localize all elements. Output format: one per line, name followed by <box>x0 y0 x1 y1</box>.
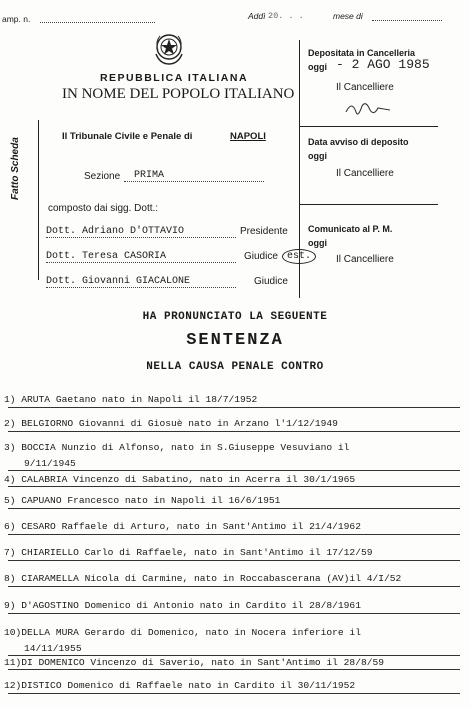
composed-label: composto dai sigg. Dott.: <box>48 203 159 214</box>
judge-name-3: Dott. Giovanni GIACALONE <box>46 276 191 287</box>
registry-number-line <box>40 22 155 23</box>
sentence-heading: SENTENZA <box>186 331 284 350</box>
notice-title: Data avviso di deposito <box>308 137 409 147</box>
judge-line-2 <box>46 262 236 263</box>
defendant-line: 6) CESARO Raffaele di Arturo, nato in Sant'Antimo il 21/4/1962 <box>4 521 361 532</box>
judge-line-1 <box>46 237 236 238</box>
defendant-underline <box>8 613 460 614</box>
month-label: mese di <box>333 11 363 21</box>
defendant-line: 9/11/1945 <box>24 458 76 469</box>
margin-note: Fatto Scheda <box>10 137 21 200</box>
defendant-line: 7) CHIARIELLO Carlo di Raffaele, nato in Sant'Antimo il 17/12/59 <box>4 547 373 558</box>
tribunal-city: NAPOLI <box>230 131 266 142</box>
cause-heading: NELLA CAUSA PENALE CONTRO <box>146 361 324 373</box>
judge-role-1: Presidente <box>240 226 288 237</box>
defendant-line: 12)DISTICO Domenico di Raffaele nato in Cardito il 30/11/1952 <box>4 680 356 691</box>
tribunal-label: Il Tribunale Civile e Penale di <box>62 131 193 142</box>
defendant-underline <box>8 431 460 432</box>
defendant-line: 14/11/1955 <box>24 643 82 654</box>
defendant-underline <box>8 508 460 509</box>
judge-line-3 <box>46 287 236 288</box>
defendant-line: 9) D'AGOSTINO Domenico di Antonio nato in Cardito il 28/8/1961 <box>4 600 361 611</box>
judge-role-3: Giudice <box>254 276 288 287</box>
deposit-date-stamp: - 2 AGO 1985 <box>336 57 430 72</box>
defendant-line: 4) CALABRIA Vincenzo di Sabatino, nato in Acerra il 30/1/1965 <box>4 474 356 485</box>
left-margin-rule <box>38 120 39 280</box>
defendant-line: 5) CAPUANO Francesco nato in Napoli il 16/6/1951 <box>4 495 281 506</box>
pm-clerk-label: Il Cancelliere <box>336 254 394 265</box>
defendant-underline <box>8 586 460 587</box>
deposit-clerk-label: Il Cancelliere <box>336 82 394 93</box>
defendant-line: 10)DELLA MURA Gerardo di Domenico, nato in Nocera inferiore il <box>4 627 361 638</box>
deposit-title: Depositata in Cancelleria <box>308 48 416 58</box>
italian-republic-emblem-icon <box>152 30 186 66</box>
judge-name-2: Dott. Teresa CASORIA <box>46 251 167 262</box>
notice-today-label: oggi <box>308 151 327 161</box>
date-day: 20. . . <box>268 11 304 21</box>
pm-today-label: oggi <box>308 238 327 248</box>
month-line <box>372 20 442 21</box>
section-value: PRIMA <box>134 170 165 181</box>
defendant-underline <box>8 407 460 408</box>
people-title: IN NOME DEL POPOLO ITALIANO <box>62 86 295 102</box>
pronounced-heading: HA PRONUNCIATO LA SEGUENTE <box>142 311 328 323</box>
side-panel-rule-2 <box>300 204 438 205</box>
judge-role-2: Giudice <box>244 251 278 262</box>
side-panel-rule-1 <box>300 126 438 127</box>
rapporteur-note: est. <box>282 249 316 264</box>
defendant-underline <box>8 470 460 471</box>
deposit-today-label: oggi <box>308 62 327 72</box>
pm-title: Comunicato al P. M. <box>308 224 393 234</box>
defendant-line: 3) BOCCIA Nunzio di Alfonso, nato in S.Giuseppe Vesuviano il <box>4 442 350 453</box>
section-line <box>124 181 264 182</box>
defendant-underline <box>8 486 460 487</box>
defendant-underline <box>8 669 460 670</box>
defendant-line: 8) CIARAMELLA Nicola di Carmine, nato in Roccabascerana (AV)il 4/I/52 <box>4 573 402 584</box>
defendant-line: 2) BELGIORNO Giovanni di Giosuè nato in Arzano l'1/12/1949 <box>4 418 338 429</box>
registry-number-label: amp. n. <box>2 14 31 24</box>
date-label: Addì <box>248 11 266 21</box>
defendant-line: 11)DI DOMENICO Vincenzo di Saverio, nato in Sant'Antimo il 28/8/59 <box>4 657 384 668</box>
notice-clerk-label: Il Cancelliere <box>336 168 394 179</box>
defendant-underline <box>8 534 460 535</box>
clerk-signature-icon <box>344 98 394 120</box>
section-label: Sezione <box>84 171 121 182</box>
defendant-underline <box>8 693 460 694</box>
judge-name-1: Dott. Adriano D'OTTAVIO <box>46 226 185 237</box>
republic-title: REPUBBLICA ITALIANA <box>99 72 249 84</box>
defendant-underline <box>8 655 460 656</box>
defendant-underline <box>8 560 460 561</box>
defendant-line: 1) ARUTA Gaetano nato in Napoli il 18/7/1952 <box>4 394 258 405</box>
